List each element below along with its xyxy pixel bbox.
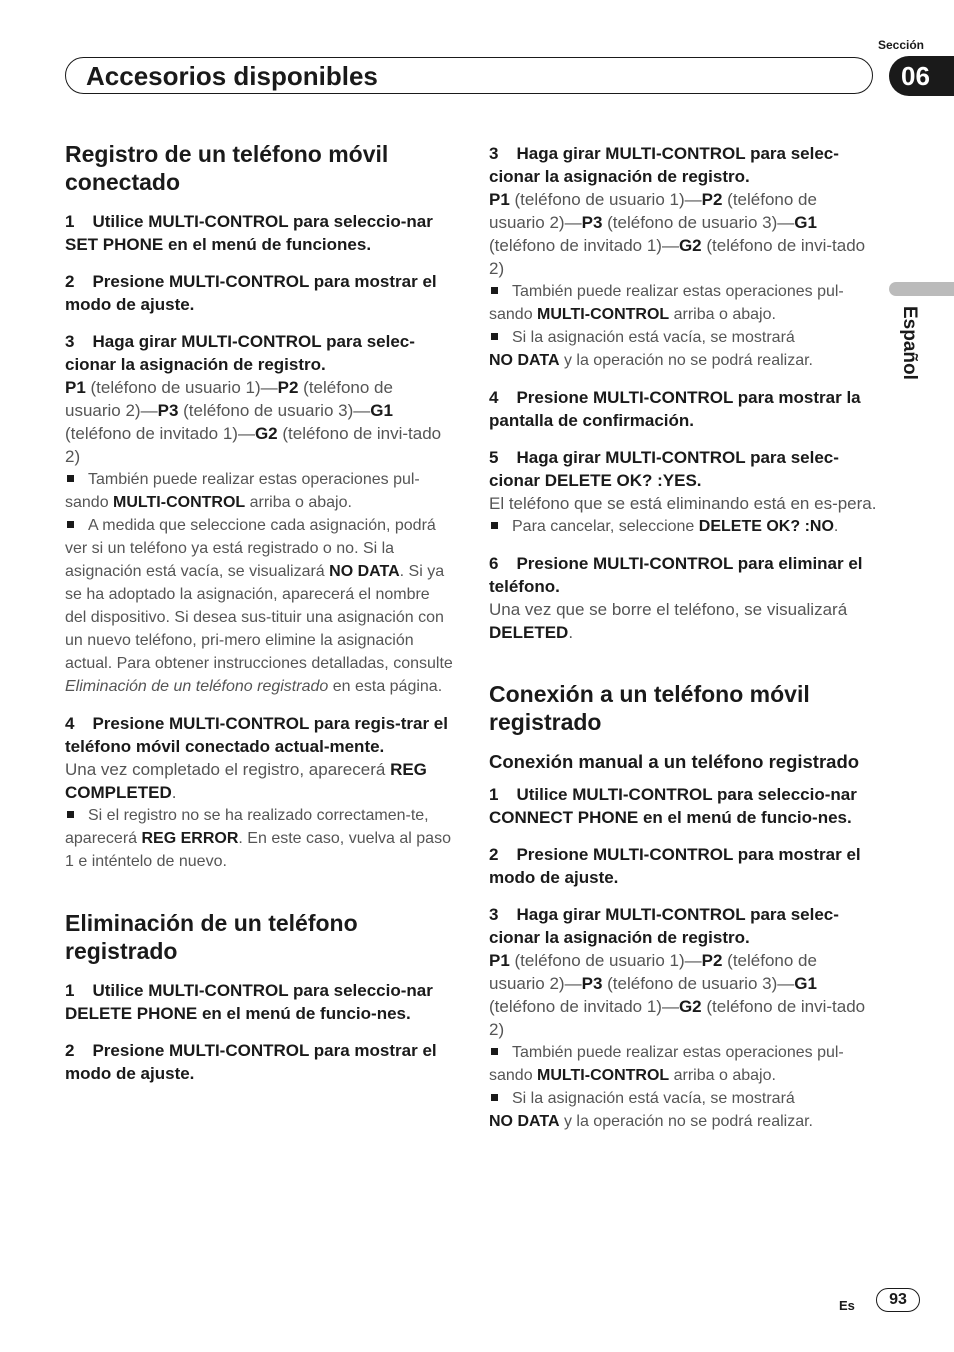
- step-body: Una vez completado el registro, aparecerá REG COMPLETED.: [65, 760, 427, 802]
- step: 3 Haga girar MULTI-CONTROL para selec-cionar la asignación de registro.: [65, 332, 415, 374]
- left-column: [65, 140, 453, 1085]
- step: 2 Presione MULTI-CONTROL para mostrar el modo de ajuste.: [489, 845, 861, 887]
- bullet-square-icon: [491, 333, 498, 340]
- bullet-square-icon: [491, 1048, 498, 1055]
- bullet-square-icon: [491, 1094, 498, 1101]
- note: También puede realizar estas operaciones pul-sando MULTI-CONTROL arriba o abajo.: [65, 471, 420, 511]
- assignment-list: P1 (teléfono de usuario 1)—P2 (teléfono de usuario 2)—P3 (teléfono de usuario 3)—G1 (teléfono de invitado 1)—G2 (teléfono de invi-tado 2): [489, 190, 866, 278]
- note: También puede realizar estas operaciones pul-sando MULTI-CONTROL arriba o abajo.: [489, 283, 844, 323]
- step: 2 Presione MULTI-CONTROL para mostrar el modo de ajuste.: [65, 272, 437, 314]
- step: 3 Haga girar MULTI-CONTROL para selec-cionar la asignación de registro.: [489, 905, 839, 947]
- bullet-square-icon: [67, 521, 74, 528]
- step: 1 Utilice MULTI-CONTROL para seleccio-nar SET PHONE en el menú de funciones.: [65, 212, 433, 254]
- bullet-square-icon: [67, 475, 74, 482]
- assignment-list: P1 (teléfono de usuario 1)—P2 (teléfono de usuario 2)—P3 (teléfono de usuario 3)—G1 (teléfono de invitado 1)—G2 (teléfono de invi-tado 2): [65, 378, 442, 466]
- note: Para cancelar, seleccione DELETE OK? :NO.: [489, 515, 877, 538]
- right-column: [489, 142, 877, 1133]
- section-label: Sección: [877, 38, 925, 52]
- language-tab-label: Español: [899, 306, 920, 380]
- subsection-heading: Conexión manual a un teléfono registrado: [489, 751, 860, 772]
- note: A medida que seleccione cada asignación, podrá ver si un teléfono ya está registrado o no. Si la asignación está vacía, se visualizará NO DATA. Si ya se ha adoptado la asignación, aparecerá el nombre del dispositivo. Si desea sus-tituir una asignación con un nuevo teléfono, pri-mero elimine la asignación actual. Para obtener instrucciones detalladas, consulte Eliminación de un teléfono registrado en esta página.: [65, 517, 453, 695]
- header-bar: [65, 57, 873, 94]
- section-heading: Registro de un teléfono móvil conectado: [65, 141, 389, 195]
- bullet-square-icon: [491, 287, 498, 294]
- note: Si la asignación está vacía, se mostrará NO DATA y la operación no se podrá realizar.: [489, 1090, 813, 1130]
- note: También puede realizar estas operaciones pul-sando MULTI-CONTROL arriba o abajo.: [489, 1044, 844, 1084]
- bullet-square-icon: [491, 522, 498, 529]
- language-tab-marker: [889, 282, 954, 296]
- language-code: Es: [839, 1298, 855, 1313]
- step: 3 Haga girar MULTI-CONTROL para selec-cionar la asignación de registro.: [489, 144, 839, 186]
- page-number: 93: [876, 1288, 920, 1312]
- step: 2 Presione MULTI-CONTROL para mostrar el modo de ajuste.: [65, 1041, 437, 1083]
- step: 6 Presione MULTI-CONTROL para eliminar el teléfono.: [489, 554, 863, 596]
- step: 4 Presione MULTI-CONTROL para mostrar la pantalla de confirmación.: [489, 388, 861, 430]
- page-title: Accesorios disponibles: [86, 61, 378, 91]
- section-heading: Conexión a un teléfono móvil registrado: [489, 681, 810, 735]
- step-body: El teléfono que se está eliminando está en es-pera.: [489, 494, 877, 513]
- bullet-square-icon: [67, 811, 74, 818]
- note: Si la asignación está vacía, se mostrará NO DATA y la operación no se podrá realizar.: [489, 329, 813, 369]
- step: 4 Presione MULTI-CONTROL para regis-trar el teléfono móvil conectado actual-mente.: [65, 714, 448, 756]
- step-body: Una vez que se borre el teléfono, se visualizará DELETED.: [489, 600, 848, 642]
- assignment-list: P1 (teléfono de usuario 1)—P2 (teléfono de usuario 2)—P3 (teléfono de usuario 3)—G1 (teléfono de invitado 1)—G2 (teléfono de invi-tado 2): [489, 951, 866, 1039]
- section-number-badge: 06: [889, 56, 954, 96]
- section-heading: Eliminación de un teléfono registrado: [65, 910, 358, 964]
- step: 5 Haga girar MULTI-CONTROL para selec-cionar DELETE OK? :YES.: [489, 448, 839, 490]
- step: 1 Utilice MULTI-CONTROL para seleccio-nar CONNECT PHONE en el menú de funcio-nes.: [489, 785, 857, 827]
- note: Si el registro no se ha realizado correctamen-te, aparecerá REG ERROR. En este caso, vuelva al paso 1 e inténtelo de nuevo.: [65, 807, 451, 870]
- step: 1 Utilice MULTI-CONTROL para seleccio-nar DELETE PHONE en el menú de funcio-nes.: [65, 981, 433, 1023]
